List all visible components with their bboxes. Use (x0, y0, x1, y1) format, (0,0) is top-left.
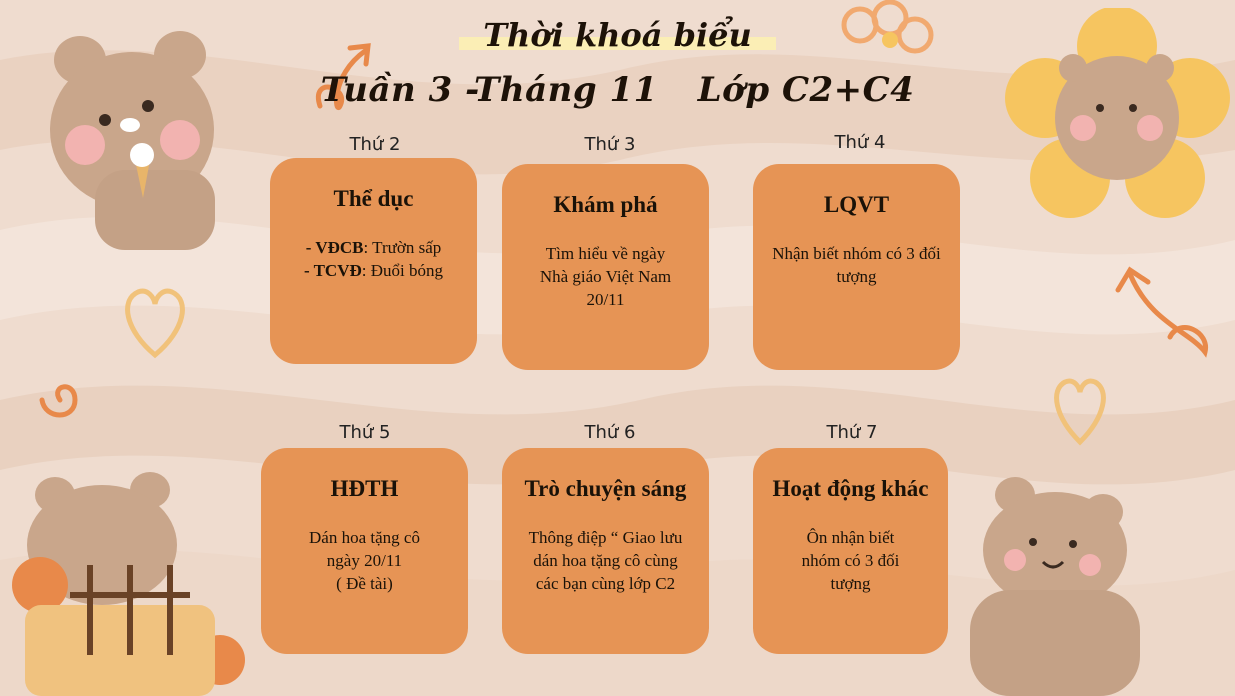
schedule-card-thu-3 (502, 164, 709, 370)
desc-bold: - VĐCB (305, 238, 364, 257)
subject-description (280, 236, 467, 282)
day-label-thu-7: Thứ 7 (826, 422, 878, 443)
title-text: Thời khoá biểu (459, 16, 776, 54)
subject-description (763, 526, 938, 595)
swirl-doodle-icon (30, 370, 90, 430)
page-subtitle (0, 70, 1235, 110)
desc-line: Thông điệp “ Giao lưu (528, 528, 683, 547)
day-label-thu-6: Thứ 6 (584, 422, 636, 443)
page-title (0, 16, 1235, 54)
desc-line: Ôn nhận biết (806, 528, 895, 547)
day-label-thu-3: Thứ 3 (584, 134, 636, 155)
heart-doodle-icon (1050, 372, 1110, 447)
schedule-card-thu-7 (753, 448, 948, 654)
bear-basket-icon (0, 455, 250, 696)
desc-line: : Trườn sấp (363, 238, 442, 257)
schedule-card-thu-5 (261, 448, 468, 654)
desc-line: Nhà giáo Việt Nam (539, 267, 672, 286)
desc-line: nhóm có 3 đối (801, 551, 900, 570)
desc-line: ( Đề tài) (336, 574, 393, 593)
desc-line: tượng (830, 574, 871, 593)
desc-line: : Đuổi bóng (361, 261, 443, 280)
subject-title: Khám phá (553, 192, 658, 217)
desc-line: ngày 20/11 (326, 551, 403, 570)
subject-title: HĐTH (330, 476, 399, 501)
day-label-thu-5: Thứ 5 (339, 422, 391, 443)
desc-line: Tìm hiểu về ngày (545, 244, 666, 263)
day-label-thu-2: Thứ 2 (349, 134, 401, 155)
schedule-card-thu-4 (753, 164, 960, 370)
subject-title: Hoạt động khác (772, 476, 929, 501)
arrow-doodle-icon (1110, 262, 1220, 362)
desc-line: Nhận biết nhóm có 3 đối (772, 244, 941, 263)
desc-line: Dán hoa tặng cô (309, 528, 420, 547)
subject-description (512, 242, 699, 311)
day-label-thu-4: Thứ 4 (834, 132, 886, 153)
subject-description (512, 526, 699, 595)
subject-title: Trò chuyện sáng (524, 476, 687, 501)
week-label: Tuần 3 -Tháng 11 (320, 70, 658, 110)
desc-bold: - TCVĐ (303, 261, 362, 280)
schedule-card-thu-2 (270, 158, 477, 364)
desc-line: các bạn cùng lớp C2 (535, 574, 676, 593)
desc-line: dán hoa tặng cô cùng (533, 551, 678, 570)
schedule-card-thu-6 (502, 448, 709, 654)
desc-line: tượng (836, 267, 877, 286)
subject-title: LQVT (823, 192, 890, 217)
class-label: Lớp C2+C4 (697, 70, 915, 110)
desc-line: 20/11 (586, 290, 625, 309)
subject-description (763, 242, 950, 288)
bear-waving-icon (955, 470, 1145, 696)
bear-ice-cream-icon (40, 20, 230, 250)
subject-description (271, 526, 458, 595)
subject-title: Thể dục (333, 186, 414, 211)
heart-doodle-icon (120, 280, 190, 360)
